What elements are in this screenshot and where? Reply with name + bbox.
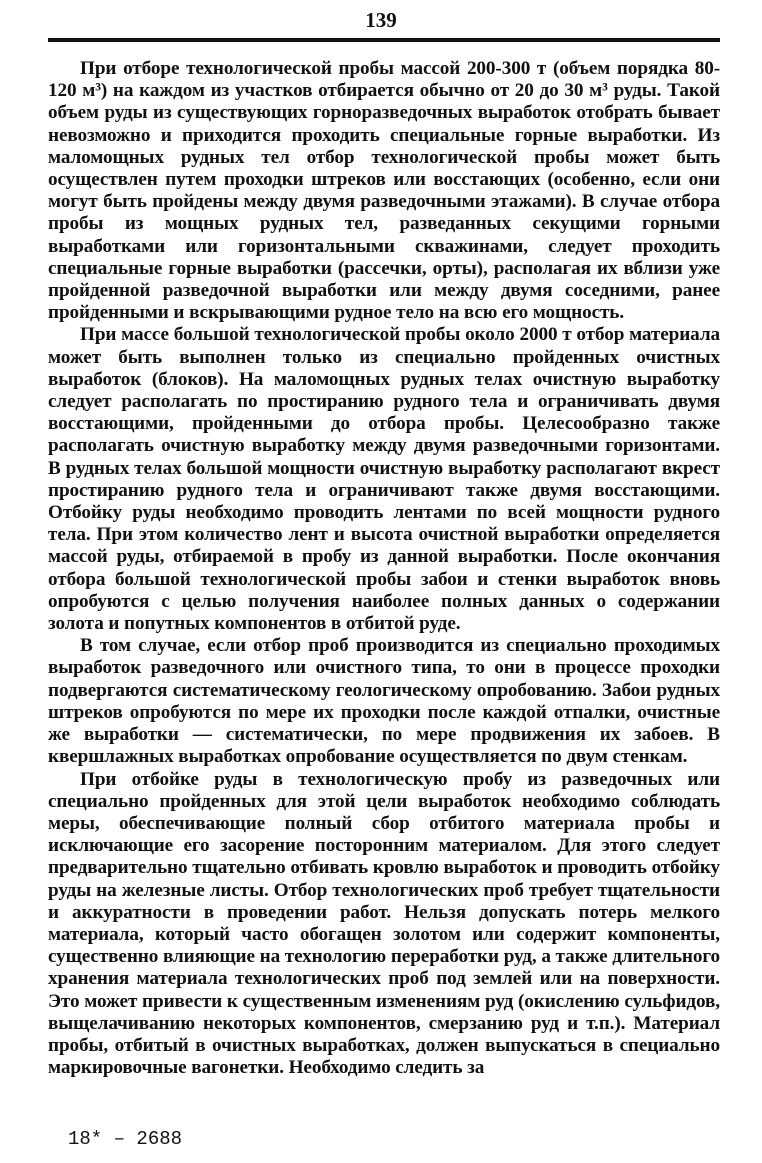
page-number: 139: [365, 8, 397, 32]
header-rule: [48, 38, 720, 42]
paragraph: При отбойке руды в технологическую пробу из разведочных или специально пройденных для этой цели выработок необходимо соблюдать меры, обеспечивающие полный сбор отбитого материала пробы и исключающие его засорение посторонним материалом. Для этого следует предварительно тщательно отбивать кровлю выработок и проводить отбойку руды на железные листы. Отбор технологических проб требует тщательности и аккуратности в проведении работ. Нельзя допускать потерь мелкого материала, который часто обогащен золотом или содержит компоненты, существенно влияющие на технологию переработки руд, а также длительного хранения материала технологических проб под землей или на поверхности. Это может привести к существенным изменениям руд (окислению сульфидов, выщелачиванию некоторых компонентов, смерзанию руд и т.п.). Материал пробы, отбитый в очистных выработках, должен выпускаться в специально маркировочные вагонетки. Необходимо следить за: [48, 768, 720, 1079]
paragraph: При массе большой технологической пробы около 2000 т отбор материала может быть выполнен только из специально пройденных очистных выработок (блоков). На маломощных рудных телах очистную выработку следует располагать по простиранию рудного тела и ограничивать двумя восстающими, пройденными до отбора пробы. Целесообразно также располагать очистную выработку между двумя разведочными горизонтами. В рудных телах большой мощности очистную выработку располагают вкрест простиранию рудного тела и ограничивают также двумя восстающими. Отбойку руды необходимо проводить лентами по всей мощности рудного тела. При этом количество лент и высота очистной выработки определяется массой руды, отбираемой в пробу из данной выработки. После окончания отбора большой технологической пробы забои и стенки выработок вновь опробуются с целью получения наиболее полных данных о содержании золота и попутных компонентов в отбитой руде.: [48, 324, 720, 635]
page-body: [48, 58, 720, 1079]
paragraph: При отборе технологической пробы массой 200-300 т (объем порядка 80-120 м³) на каждом из участков отбирается обычно от 20 до 30 м³ руды. Такой объем руды из существующих горноразведочных выработок отобрать бывает невозможно и приходится проходить специальные горные выработки. Из маломощных рудных тел отбор технологической пробы может быть осуществлен путем проходки штреков или восстающих (особенно, если они могут быть пройдены между двумя разведочными этажами). В случае отбора пробы из мощных рудных тел, разведанных секущими горными выработками или горизонтальными скважинами, следует проходить специальные горные выработки (рассечки, орты), располагая их вблизи уже пройденной разведочной выработки или между двумя соседними, ранее пройденными и вскрывающими рудное тело на всю его мощность.: [48, 58, 720, 324]
paragraph: В том случае, если отбор проб производится из специально проходимых выработок разведочного или очистного типа, то они в процессе проходки подвергаются систематическому геологическому опробованию. Забои рудных штреков опробуются по мере их проходки после каждой отпалки, очистные же выработки — систематически, по мере продвижения их забоев. В квершлажных выработках опробование осуществляется по двум стенкам.: [48, 635, 720, 768]
signature-mark: 18* – 2688: [68, 1128, 183, 1150]
